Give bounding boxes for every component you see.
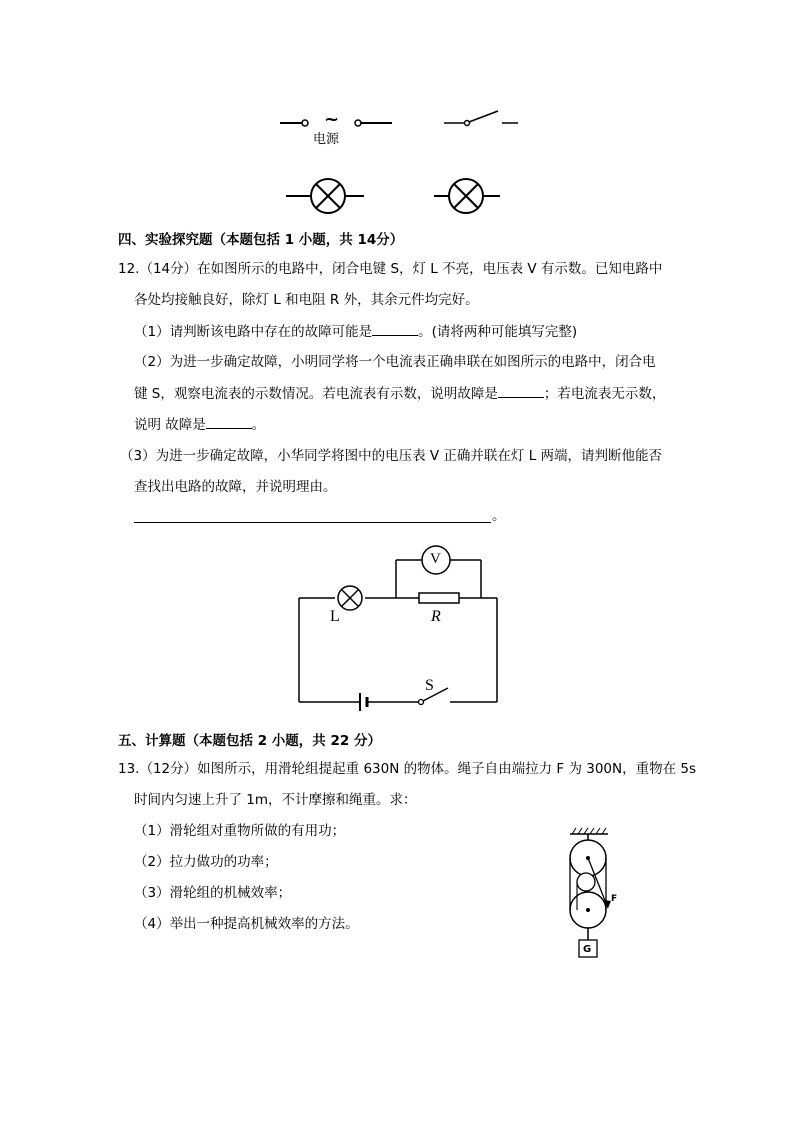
circuit-lamp-label: L	[330, 608, 340, 625]
section-4-heading: 四、实验探究题（本题包括 1 小题，共 14分）	[118, 232, 404, 248]
pulley-force-label: F	[611, 894, 618, 904]
switch-symbol	[440, 108, 530, 138]
q12-part1-tail: 。(请将两种可能填写完整)	[418, 324, 578, 340]
pulley-weight-label: G	[583, 944, 592, 955]
q12-part2-text-b: ；若电流表无示数，	[543, 386, 666, 402]
q12-answer-end: 。	[492, 508, 506, 524]
q12-intro-line1: 12.（14分）在如图所示的电路中，闭合电键 S，灯 L 不亮，电压表 V 有示数。已知电路中	[118, 261, 663, 277]
power-source-symbol	[270, 108, 410, 153]
lamp-symbol-left	[286, 176, 366, 216]
q12-part2-line2	[134, 383, 665, 404]
circuit-resistor-label: R	[431, 608, 441, 625]
power-source-label: 电源	[313, 132, 340, 147]
q12-part1	[134, 321, 577, 342]
answer-blank[interactable]	[498, 383, 544, 398]
answer-blank[interactable]	[206, 414, 252, 429]
q13-item-2: （2）拉力做功的功率；	[134, 854, 278, 870]
q12-answer-line[interactable]	[134, 510, 491, 523]
ac-glyph: ~	[324, 109, 340, 130]
answer-blank[interactable]	[372, 321, 418, 336]
q12-part3-line2: 查找出电路的故障，并说明理由。	[134, 479, 337, 495]
q12-part2-text-d: 。	[251, 417, 266, 433]
circuit-voltmeter-label: V	[430, 551, 441, 567]
q12-circuit-diagram	[290, 532, 510, 717]
q12-part2-line1: （2）为进一步确定故障，小明同学将一个电流表正确串联在如图所示的电路中，闭合电	[134, 354, 656, 370]
lamp-symbol-right	[434, 176, 514, 216]
q13-item-3: （3）滑轮组的机械效率；	[134, 885, 292, 901]
q12-part2-text-c: 说明 故障是	[134, 417, 206, 433]
q13-item-4: （4）举出一种提高机械效率的方法。	[134, 916, 359, 932]
q13-item-1: （1）滑轮组对重物所做的有用功；	[134, 823, 346, 839]
pulley-diagram	[560, 826, 630, 966]
q13-line1: 13.（12分）如图所示，用滑轮组提起重 630N 的物体。绳子自由端拉力 F 为 300N，重物在 5s	[118, 761, 697, 777]
q12-part1-text: （1）请判断该电路中存在的故障可能是	[134, 324, 373, 340]
q12-part3-line1: （3）为进一步确定故障，小华同学将图中的电压表 V 正确并联在灯 L 两端，请判断他能否	[120, 448, 663, 464]
q12-intro-line2: 各处均接触良好，除灯 L 和电阻 R 外，其余元件均完好。	[134, 292, 479, 308]
q12-part2-text-a: 键 S，观察电流表的示数情况。若电流表有示数，说明故障是	[134, 386, 498, 402]
section-5-heading: 五、计算题（本题包括 2 小题，共 22 分）	[118, 733, 381, 749]
q12-part2-line3	[134, 414, 265, 435]
circuit-switch-label: S	[425, 677, 434, 694]
q13-line2: 时间内匀速上升了 1m，不计摩擦和绳重。求：	[134, 792, 417, 808]
